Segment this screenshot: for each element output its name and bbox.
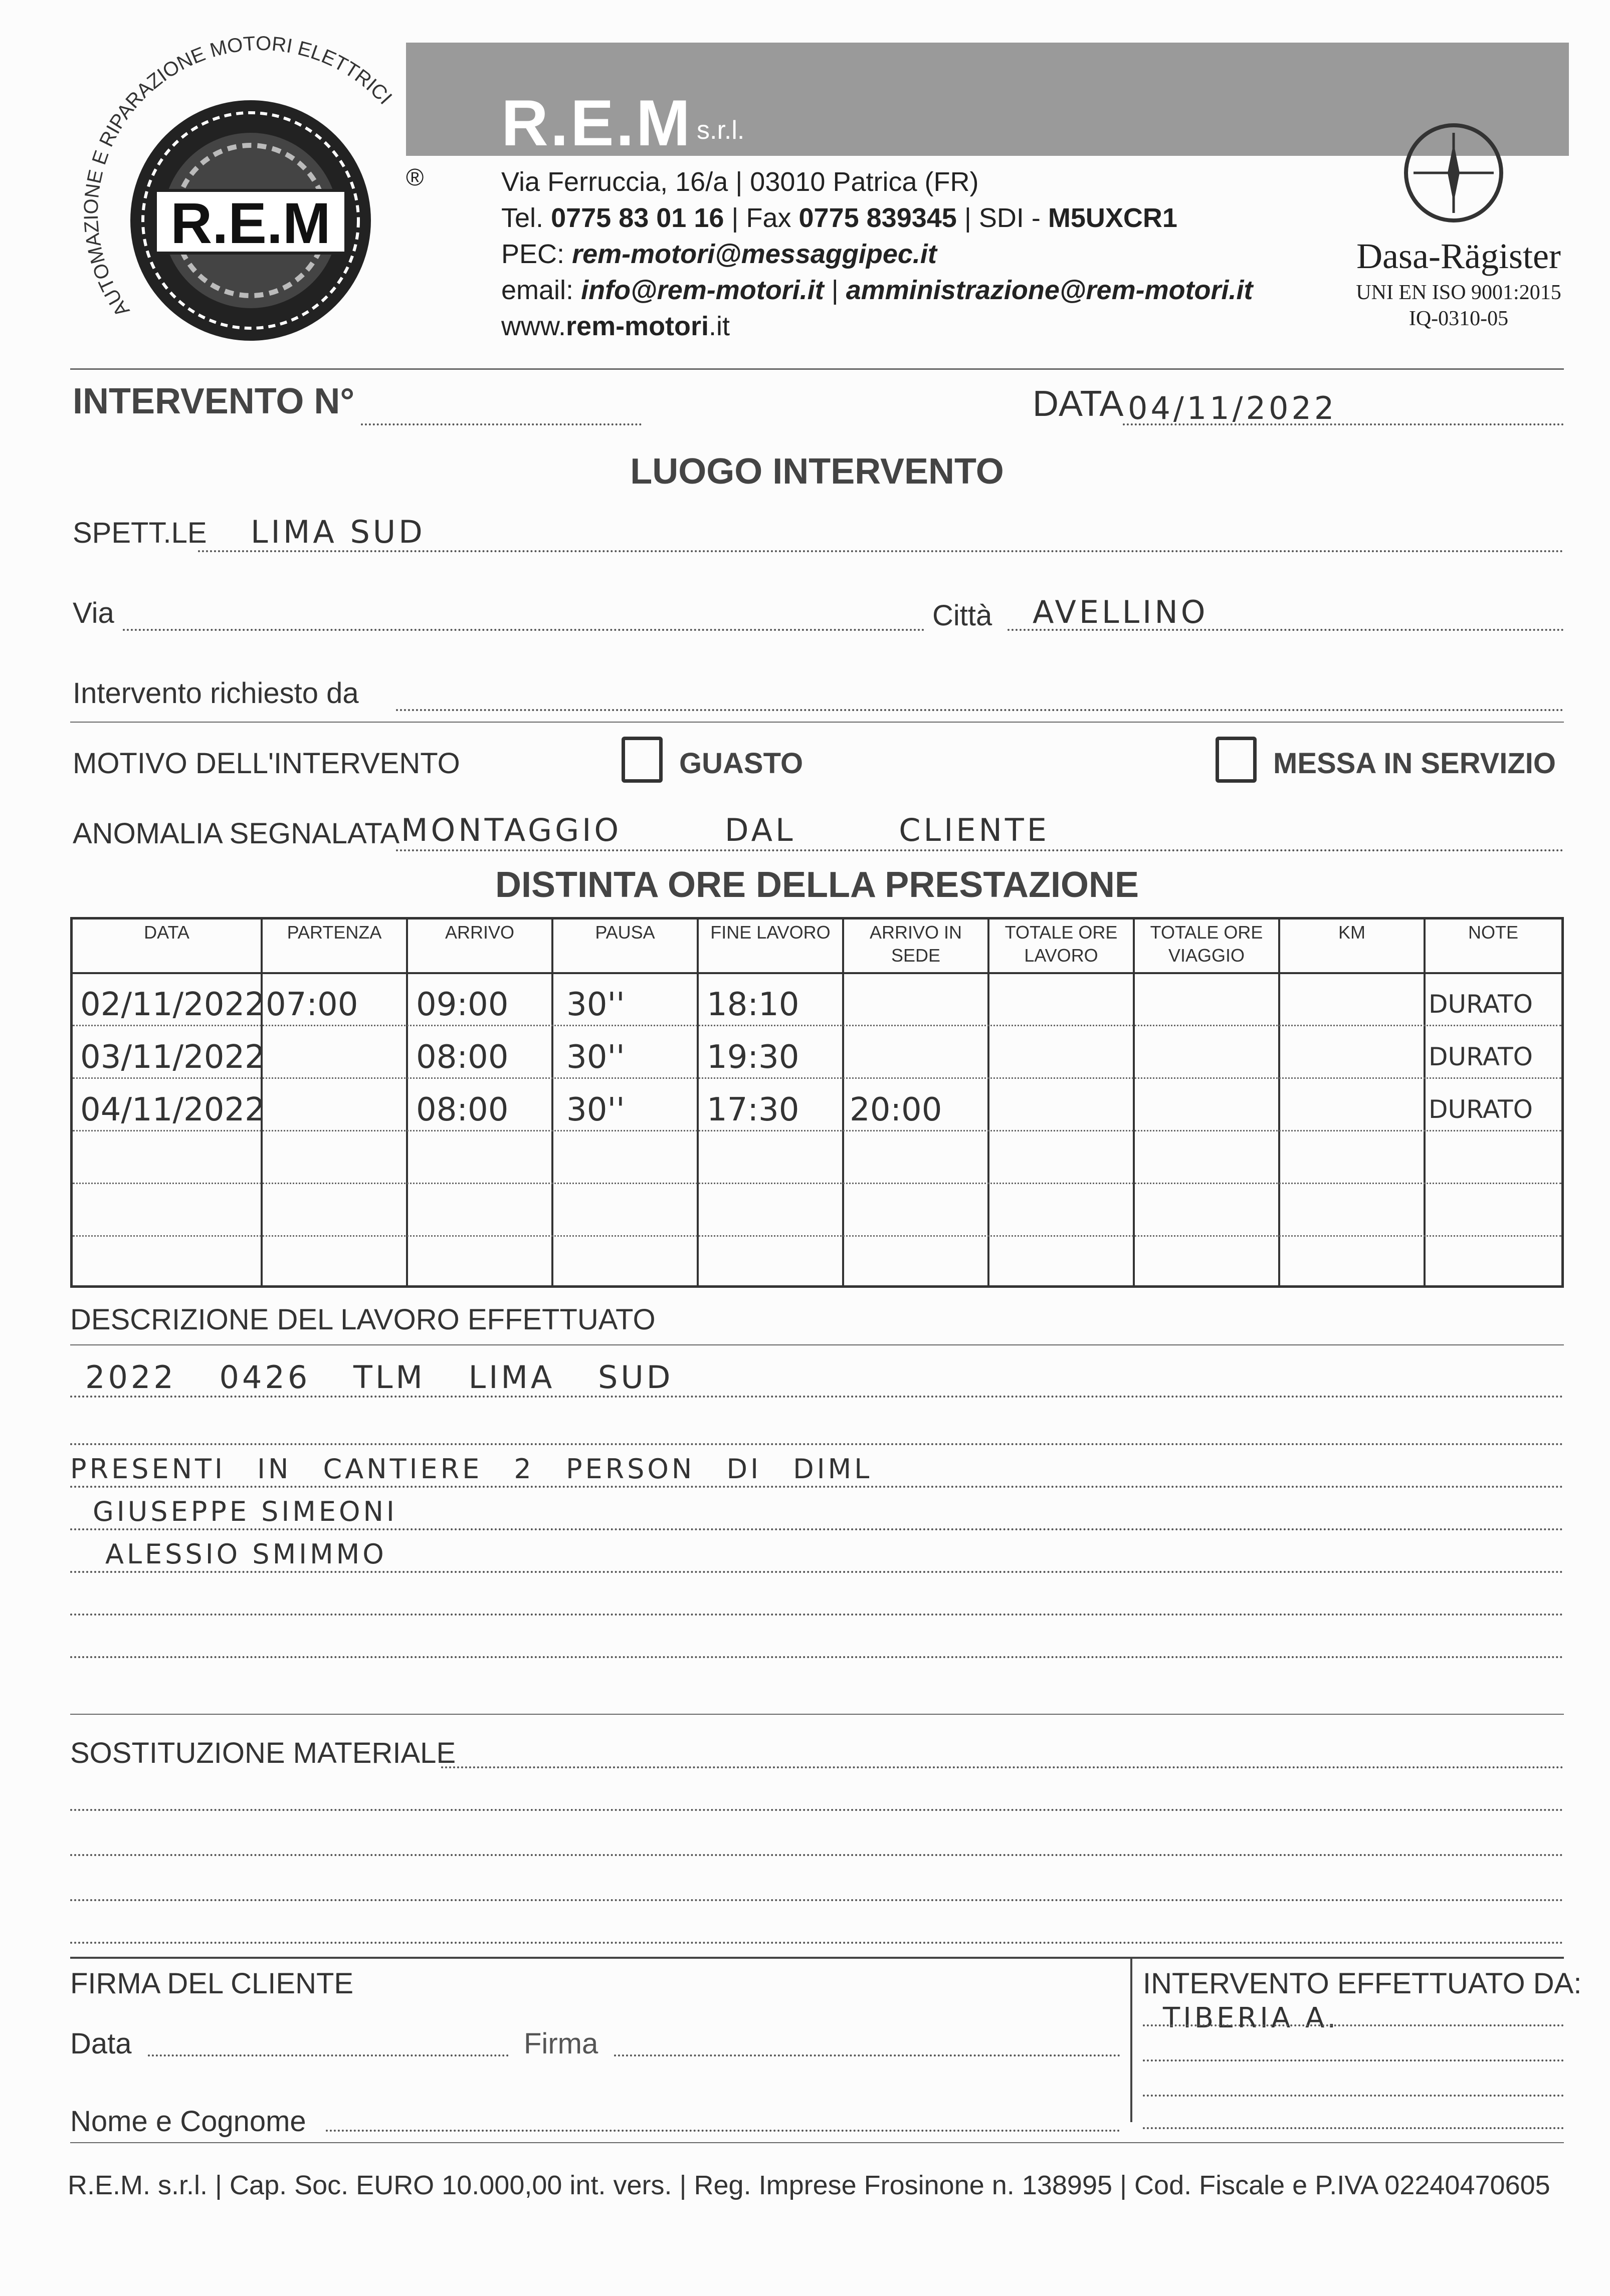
certification-code: IQ-0310-05 — [1408, 307, 1509, 330]
nome-cognome-label: Nome e Cognome — [70, 2105, 306, 2138]
table-cell-pausa: 30'' — [566, 1091, 625, 1128]
anomalia-label: ANOMALIA SEGNALATA — [73, 817, 400, 850]
table-col-divider — [1424, 917, 1426, 1288]
guasto-label: GUASTO — [679, 747, 803, 780]
table-col-divider — [1278, 917, 1280, 1288]
certification-name: Dasa-Rägister — [1356, 236, 1561, 276]
firma-data-field[interactable] — [148, 2054, 509, 2056]
guasto-checkbox[interactable] — [622, 737, 663, 783]
descrizione-top-rule — [70, 1344, 1564, 1345]
table-row-line — [73, 1235, 1561, 1237]
company-address-line: Via Ferruccia, 16/a | 03010 Patrica (FR) — [501, 167, 979, 197]
table-cell-note: DURATO — [1429, 1042, 1533, 1071]
table-cell-pausa: 30'' — [566, 986, 625, 1023]
firma-label: Firma — [524, 2027, 598, 2060]
table-cell-partenza: 07:00 — [266, 986, 358, 1023]
company-fax: 0775 839345 — [798, 203, 957, 233]
table-cell-fine-lavoro: 19:30 — [707, 1039, 799, 1076]
company-pec: rem-motori@messaggipec.it — [572, 239, 937, 269]
messa-in-servizio-checkbox[interactable] — [1216, 737, 1257, 783]
company-sdi: M5UXCR1 — [1048, 203, 1177, 233]
descrizione-line[interactable] — [70, 1486, 1564, 1488]
nome-cognome-field[interactable] — [326, 2130, 1120, 2132]
section-divider-2 — [70, 1714, 1564, 1715]
section-divider-3 — [70, 1957, 1564, 1959]
company-tel: 0775 83 01 16 — [551, 203, 724, 233]
messa-in-servizio-label: MESSA IN SERVIZIO — [1273, 747, 1556, 780]
table-header-totale-viaggio: TOTALE ORE VIAGGIO — [1150, 922, 1263, 966]
table-cell-data: 04/11/2022 — [80, 1091, 265, 1128]
tecnico-line[interactable] — [1143, 2059, 1564, 2061]
descrizione-text-line: ALESSIO SMIMMO — [105, 1538, 387, 1570]
distinta-title: DISTINTA ORE DELLA PRESTAZIONE — [495, 865, 1139, 905]
richiesto-label: Intervento richiesto da — [73, 677, 359, 710]
descrizione-line[interactable] — [70, 1571, 1564, 1573]
descrizione-line[interactable] — [70, 1528, 1564, 1530]
company-name: R.E.M — [501, 86, 693, 159]
descrizione-text-line: PRESENTI IN CANTIERE 2 PERSON DI DIML — [70, 1453, 873, 1485]
citta-label: Città — [932, 599, 992, 632]
certification-standard: UNI EN ISO 9001:2015 — [1356, 281, 1561, 304]
table-header-note: NOTE — [1468, 922, 1518, 943]
table-header-divider — [73, 972, 1561, 974]
intervento-effettuato-label: INTERVENTO EFFETTUATO DA: — [1143, 1967, 1582, 2000]
company-website: www.rem-motori.it — [501, 311, 730, 341]
table-cell-data: 03/11/2022 — [80, 1039, 265, 1076]
company-email-admin: amministrazione@rem-motori.it — [846, 275, 1253, 305]
spettle-value: LIMA SUD — [251, 514, 426, 550]
descrizione-text-line: 2022 0426 TLM LIMA SUD — [85, 1359, 674, 1396]
table-row-line — [73, 1183, 1561, 1184]
table-col-divider — [842, 917, 844, 1288]
company-pec-line: PEC: rem-motori@messaggipec.it — [501, 239, 937, 269]
table-col-divider — [406, 917, 408, 1288]
table-cell-fine-lavoro: 17:30 — [707, 1091, 799, 1128]
motivo-label: MOTIVO DELL'INTERVENTO — [73, 747, 460, 780]
table-header-fine-lavoro: FINE LAVORO — [710, 922, 831, 943]
table-header-km: KM — [1338, 922, 1365, 943]
descrizione-line[interactable] — [70, 1443, 1564, 1445]
table-header-partenza: PARTENZA — [287, 922, 382, 943]
descrizione-line[interactable] — [70, 1396, 1564, 1398]
tecnico-line[interactable] — [1143, 2024, 1564, 2026]
company-suffix: s.r.l. — [697, 116, 745, 145]
descrizione-text-line: GIUSEPPE SIMEONI — [93, 1496, 397, 1527]
richiesto-field[interactable] — [396, 709, 1564, 711]
table-cell-arrivo: 08:00 — [416, 1091, 509, 1128]
descrizione-line[interactable] — [70, 1614, 1564, 1616]
company-logo — [70, 30, 431, 381]
footer-legal: R.E.M. s.r.l. | Cap. Soc. EURO 10.000,00 int. vers. | Reg. Imprese Frosinone n. 138995 | Cod. Fiscale e P.IVA 02240470605 — [68, 2170, 1550, 2200]
table-col-divider — [697, 917, 699, 1288]
via-label: Via — [73, 597, 114, 629]
table-cell-arrivo: 09:00 — [416, 986, 509, 1023]
citta-value: AVELLINO — [1033, 594, 1209, 630]
tecnico-line[interactable] — [1143, 2127, 1564, 2129]
company-email-line: email: info@rem-motori.it | amministrazione@rem-motori.it — [501, 275, 1253, 305]
table-header-data: DATA — [144, 922, 189, 943]
company-phone-line: Tel. 0775 83 01 16 | Fax 0775 839345 | SDI - M5UXCR1 — [501, 203, 1177, 233]
firma-column-divider — [1130, 1957, 1132, 2122]
certification-compass-icon — [1393, 118, 1514, 228]
table-row-line — [73, 1025, 1561, 1026]
table-cell-fine-lavoro: 18:10 — [707, 986, 799, 1023]
table-cell-data: 02/11/2022 — [80, 986, 265, 1023]
table-row-line — [73, 1077, 1561, 1079]
firma-cliente-label: FIRMA DEL CLIENTE — [70, 1967, 354, 2000]
sostituzione-line[interactable] — [441, 1766, 1564, 1768]
firma-data-label: Data — [70, 2027, 132, 2060]
intervento-number-field[interactable] — [361, 423, 642, 425]
sostituzione-line[interactable] — [70, 1942, 1564, 1944]
table-cell-pausa: 30'' — [566, 1039, 625, 1076]
intervento-effettuato-value: TIBERIA A. — [1163, 2002, 1339, 2034]
table-cell-note: DURATO — [1429, 1095, 1533, 1124]
luogo-intervento-title: LUOGO INTERVENTO — [630, 451, 1004, 492]
spettle-label: SPETT.LE — [73, 517, 207, 549]
table-header-totale-lavoro: TOTALE ORE LAVORO — [1004, 922, 1118, 966]
table-header-arrivo-sede: ARRIVO IN SEDE — [869, 922, 962, 966]
footer-divider — [70, 2142, 1564, 2143]
company-city: 03010 Patrica (FR) — [750, 167, 979, 197]
data-label: DATA — [1033, 384, 1124, 424]
data-value: 04/11/2022 — [1128, 390, 1337, 426]
company-address: Via Ferruccia, 16/a — [501, 167, 728, 197]
sostituzione-label: SOSTITUZIONE MATERIALE — [70, 1737, 456, 1769]
via-field[interactable] — [123, 629, 925, 631]
table-col-divider — [987, 917, 989, 1288]
intervento-label: INTERVENTO N° — [73, 381, 355, 421]
registered-mark: ® — [406, 164, 424, 191]
anomalia-field[interactable] — [396, 849, 1564, 851]
logo-center-text: R.E.M — [170, 191, 331, 256]
spettle-field[interactable] — [198, 550, 1564, 552]
table-cell-arrivo-sede: 20:00 — [850, 1091, 942, 1128]
tecnico-line[interactable] — [1143, 2095, 1564, 2097]
table-header-arrivo: ARRIVO — [445, 922, 515, 943]
table-cell-arrivo: 08:00 — [416, 1039, 509, 1076]
table-col-divider — [551, 917, 553, 1288]
table-header-pausa: PAUSA — [595, 922, 655, 943]
table-cell-note: DURATO — [1429, 990, 1533, 1019]
table-col-divider — [1133, 917, 1135, 1288]
anomalia-value: MONTAGGIO DAL CLIENTE — [401, 812, 1050, 848]
sostituzione-line[interactable] — [70, 1899, 1564, 1901]
table-row-line — [73, 1130, 1561, 1131]
company-email-info: info@rem-motori.it — [581, 275, 824, 305]
descrizione-label: DESCRIZIONE DEL LAVORO EFFETTUATO — [70, 1303, 656, 1336]
firma-signature-field[interactable] — [614, 2054, 1120, 2056]
header-divider — [70, 368, 1564, 370]
sostituzione-line[interactable] — [70, 1809, 1564, 1811]
section-divider-1 — [70, 722, 1564, 723]
logo-ring-text: AUTOMAZIONE E RIPARAZIONE MOTORI ELETTRICI — [80, 32, 396, 321]
descrizione-line[interactable] — [70, 1656, 1564, 1658]
sostituzione-line[interactable] — [70, 1854, 1564, 1856]
